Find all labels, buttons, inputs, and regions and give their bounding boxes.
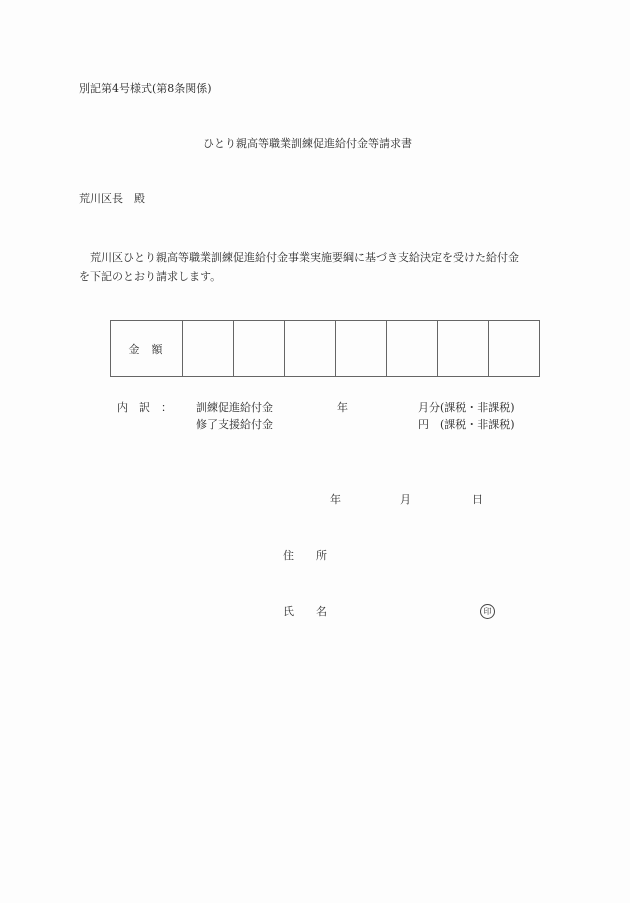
amount-digit-cell[interactable]	[234, 321, 285, 377]
amount-digit-cell[interactable]	[336, 321, 387, 377]
name-label: 氏 名	[283, 605, 327, 618]
form-number: 別記第4号様式(第8条関係)	[79, 82, 212, 95]
date-month: 月	[400, 493, 411, 506]
training-benefit-month-tax: 月分(課税・非課税)	[418, 401, 515, 414]
amount-digit-cell[interactable]	[285, 321, 336, 377]
seal-icon: 印	[480, 604, 495, 619]
amount-digit-cell[interactable]	[183, 321, 234, 377]
date-year: 年	[330, 493, 341, 506]
addressee: 荒川区長 殿	[79, 192, 145, 205]
address-label: 住 所	[283, 549, 327, 562]
completion-benefit-yen-tax: 円 (課税・非課税)	[418, 418, 515, 431]
amount-digit-cell[interactable]	[387, 321, 438, 377]
request-statement	[79, 248, 559, 286]
amount-label: 金額	[111, 321, 183, 377]
date-day: 日	[472, 493, 483, 506]
document-title: ひとり親高等職業訓練促進給付金等請求書	[203, 137, 412, 150]
training-benefit-label: 訓練促進給付金	[196, 401, 273, 414]
training-benefit-year: 年	[337, 401, 348, 414]
amount-digit-cell[interactable]	[489, 321, 540, 377]
statement-line-2: を下記のとおり請求します。	[79, 270, 222, 283]
amount-digit-cell[interactable]	[438, 321, 489, 377]
completion-benefit-label: 修了支援給付金	[196, 418, 273, 431]
breakdown-label: 内 訳 ：	[117, 401, 172, 414]
statement-line-1: 荒川区ひとり親高等職業訓練促進給付金事業実施要綱に基づき支給決定を受けた給付金	[90, 251, 519, 264]
amount-table	[110, 320, 540, 377]
